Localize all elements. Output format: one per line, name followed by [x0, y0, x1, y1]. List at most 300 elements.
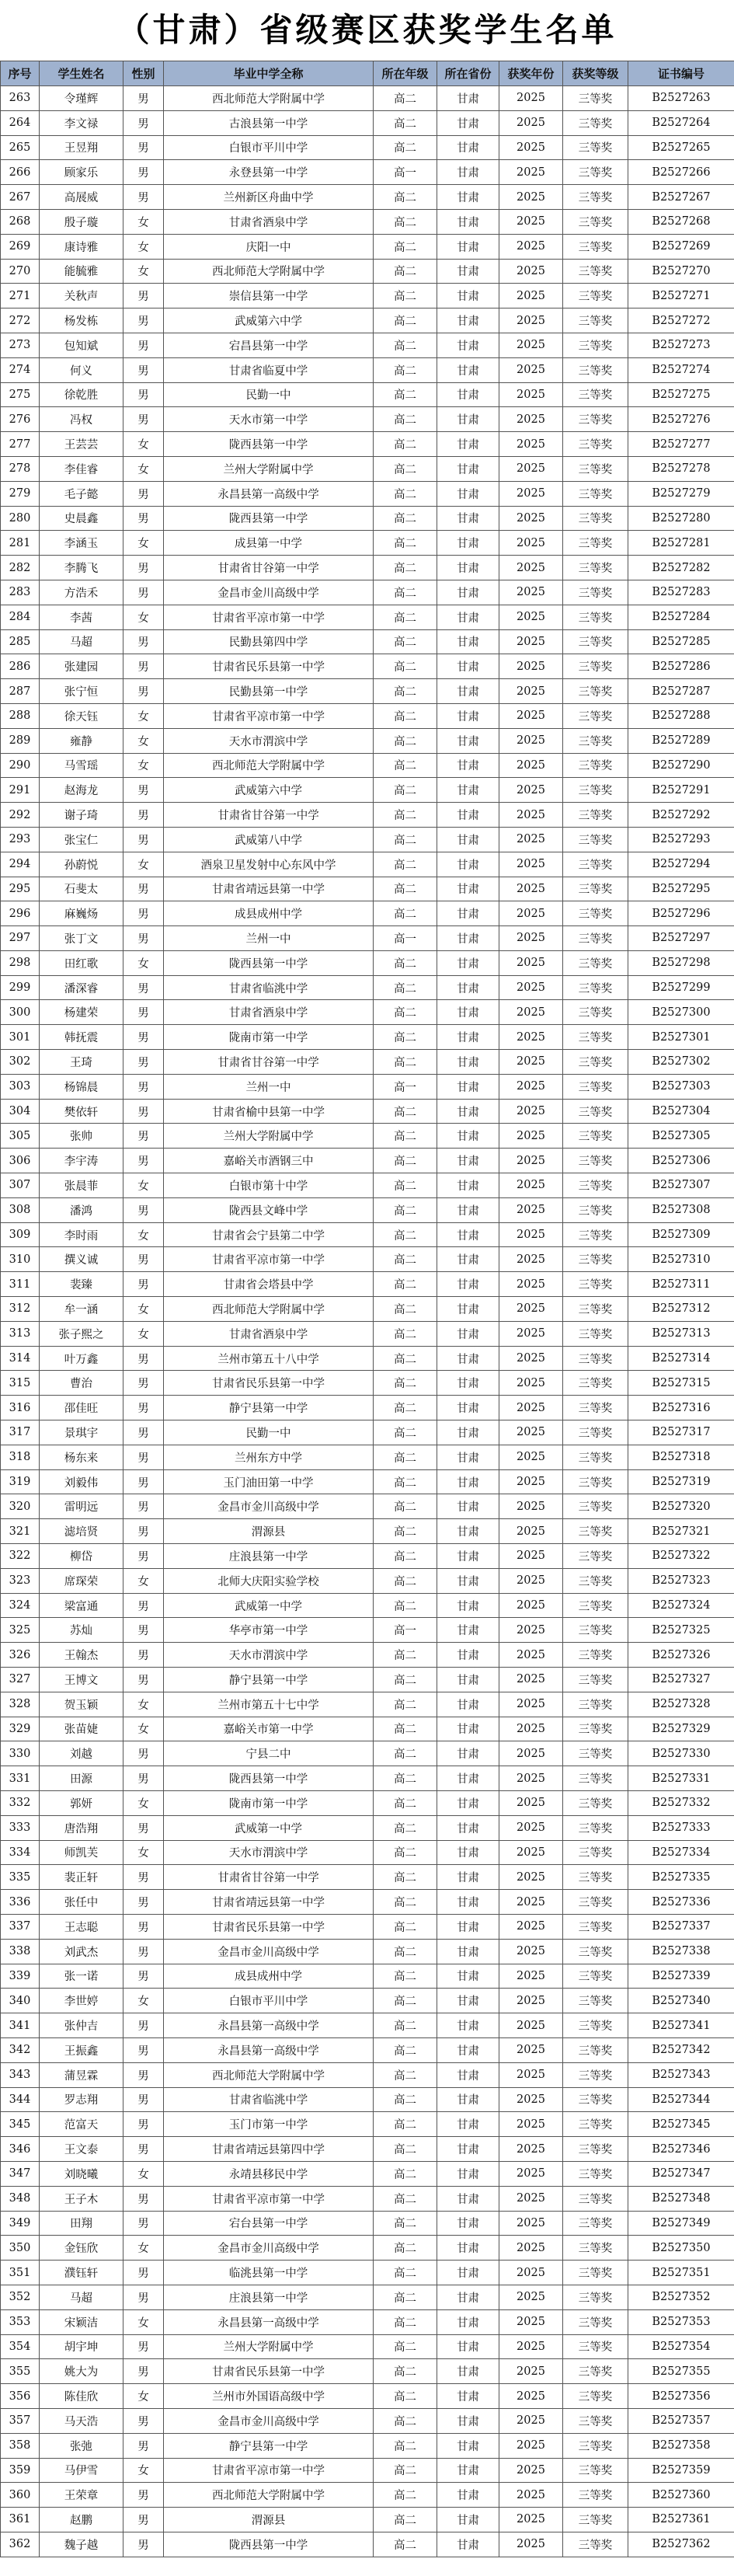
table-row: [1, 1173, 734, 1198]
cell-certificate-number: B2527341: [628, 2013, 734, 2038]
cell-grade: 高二: [374, 1124, 437, 1149]
cell-school: 甘肃省平凉市第一中学: [164, 2458, 374, 2483]
cell-award-level: 三等奖: [563, 2334, 628, 2359]
cell-grade: 高二: [374, 1890, 437, 1915]
cell-student-name: 张丁文: [40, 926, 123, 951]
cell-province: 甘肃: [437, 2013, 499, 2038]
cell-index: 345: [1, 2112, 40, 2137]
cell-certificate-number: B2527290: [628, 753, 734, 778]
cell-school: 民勤一中: [164, 1420, 374, 1445]
cell-certificate-number: B2527307: [628, 1173, 734, 1198]
cell-award-level: 三等奖: [563, 135, 628, 160]
cell-student-name: 李腾飞: [40, 556, 123, 580]
cell-index: 296: [1, 901, 40, 926]
cell-award-level: 三等奖: [563, 2384, 628, 2409]
cell-province: 甘肃: [437, 2137, 499, 2162]
cell-school: 西北师范大学附属中学: [164, 2483, 374, 2508]
cell-certificate-number: B2527322: [628, 1544, 734, 1569]
cell-school: 兰州市外国语高级中学: [164, 2384, 374, 2409]
cell-province: 甘肃: [437, 1989, 499, 2013]
cell-province: 甘肃: [437, 1568, 499, 1593]
cell-province: 甘肃: [437, 2408, 499, 2433]
cell-province: 甘肃: [437, 852, 499, 877]
cell-award-level: 三等奖: [563, 1964, 628, 1989]
table-row: [1, 2309, 734, 2334]
cell-year: 2025: [499, 110, 563, 135]
table-row: [1, 209, 734, 234]
cell-award-level: 三等奖: [563, 2532, 628, 2557]
cell-gender: 女: [123, 1568, 164, 1593]
cell-year: 2025: [499, 1519, 563, 1544]
cell-index: 312: [1, 1297, 40, 1322]
cell-certificate-number: B2527265: [628, 135, 734, 160]
cell-certificate-number: B2527338: [628, 1939, 734, 1964]
cell-province: 甘肃: [437, 1544, 499, 1569]
header-student-name: 学生姓名: [40, 61, 123, 86]
cell-student-name: 唐浩翔: [40, 1815, 123, 1840]
cell-student-name: 滤培贤: [40, 1519, 123, 1544]
cell-province: 甘肃: [437, 556, 499, 580]
cell-award-level: 三等奖: [563, 926, 628, 951]
cell-student-name: 杨东来: [40, 1445, 123, 1469]
header-gender: 性别: [123, 61, 164, 86]
cell-grade: 高二: [374, 2458, 437, 2483]
cell-year: 2025: [499, 135, 563, 160]
cell-province: 甘肃: [437, 2532, 499, 2557]
cell-award-level: 三等奖: [563, 1149, 628, 1173]
table-row: [1, 556, 734, 580]
cell-index: 293: [1, 827, 40, 852]
cell-gender: 男: [123, 481, 164, 506]
cell-certificate-number: B2527273: [628, 333, 734, 357]
cell-year: 2025: [499, 2458, 563, 2483]
cell-province: 甘肃: [437, 234, 499, 259]
cell-award-level: 三等奖: [563, 1197, 628, 1222]
cell-student-name: 张苗婕: [40, 1717, 123, 1741]
cell-province: 甘肃: [437, 1050, 499, 1075]
cell-certificate-number: B2527354: [628, 2334, 734, 2359]
cell-school: 陇西县第一中学: [164, 1766, 374, 1791]
table-row: [1, 407, 734, 432]
cell-year: 2025: [499, 1445, 563, 1469]
cell-year: 2025: [499, 2433, 563, 2458]
table-row: [1, 382, 734, 407]
cell-school: 兰州新区舟曲中学: [164, 185, 374, 210]
cell-student-name: 杨发栋: [40, 308, 123, 333]
cell-certificate-number: B2527326: [628, 1643, 734, 1668]
cell-student-name: 雷明远: [40, 1494, 123, 1519]
cell-province: 甘肃: [437, 1643, 499, 1668]
cell-year: 2025: [499, 1717, 563, 1741]
cell-school: 甘肃省平凉市第一中学: [164, 1247, 374, 1272]
cell-province: 甘肃: [437, 209, 499, 234]
table-row: [1, 1074, 734, 1099]
cell-gender: 男: [123, 86, 164, 111]
cell-year: 2025: [499, 432, 563, 457]
cell-certificate-number: B2527283: [628, 580, 734, 605]
cell-province: 甘肃: [437, 1692, 499, 1717]
cell-province: 甘肃: [437, 357, 499, 382]
cell-school: 甘肃省靖远县第一中学: [164, 877, 374, 901]
cell-award-level: 三等奖: [563, 2408, 628, 2433]
cell-province: 甘肃: [437, 1420, 499, 1445]
cell-award-level: 三等奖: [563, 1643, 628, 1668]
cell-year: 2025: [499, 877, 563, 901]
cell-year: 2025: [499, 1050, 563, 1075]
cell-gender: 男: [123, 556, 164, 580]
cell-award-level: 三等奖: [563, 185, 628, 210]
cell-grade: 高二: [374, 407, 437, 432]
cell-grade: 高二: [374, 654, 437, 679]
cell-province: 甘肃: [437, 2359, 499, 2384]
cell-award-level: 三等奖: [563, 234, 628, 259]
cell-student-name: 柳岱: [40, 1544, 123, 1569]
cell-student-name: 李宇涛: [40, 1149, 123, 1173]
cell-certificate-number: B2527337: [628, 1914, 734, 1939]
table-row: [1, 2384, 734, 2409]
cell-index: 290: [1, 753, 40, 778]
cell-gender: 男: [123, 1939, 164, 1964]
cell-certificate-number: B2527327: [628, 1668, 734, 1692]
cell-grade: 高二: [374, 2112, 437, 2137]
cell-grade: 高二: [374, 901, 437, 926]
cell-certificate-number: B2527357: [628, 2408, 734, 2433]
cell-certificate-number: B2527362: [628, 2532, 734, 2557]
cell-province: 甘肃: [437, 2161, 499, 2186]
cell-school: 甘肃省酒泉中学: [164, 1321, 374, 1346]
cell-index: 286: [1, 654, 40, 679]
cell-province: 甘肃: [437, 1173, 499, 1198]
cell-grade: 高二: [374, 531, 437, 556]
cell-school: 天水市渭滨中学: [164, 728, 374, 753]
cell-certificate-number: B2527302: [628, 1050, 734, 1075]
cell-province: 甘肃: [437, 1469, 499, 1494]
cell-award-level: 三等奖: [563, 1346, 628, 1371]
cell-year: 2025: [499, 2309, 563, 2334]
cell-school: 陇南市第一中学: [164, 1025, 374, 1050]
cell-student-name: 何义: [40, 357, 123, 382]
cell-index: 323: [1, 1568, 40, 1593]
cell-grade: 高二: [374, 605, 437, 629]
cell-certificate-number: B2527314: [628, 1346, 734, 1371]
cell-student-name: 王博文: [40, 1668, 123, 1692]
cell-school: 甘肃省民乐县第一中学: [164, 654, 374, 679]
cell-province: 甘肃: [437, 2236, 499, 2261]
cell-year: 2025: [499, 1890, 563, 1915]
table-row: [1, 2285, 734, 2309]
cell-student-name: 徐乾胜: [40, 382, 123, 407]
cell-gender: 男: [123, 2334, 164, 2359]
table-row: [1, 2508, 734, 2532]
cell-student-name: 关秋声: [40, 284, 123, 308]
cell-year: 2025: [499, 1247, 563, 1272]
cell-award-level: 三等奖: [563, 2285, 628, 2309]
cell-award-level: 三等奖: [563, 1321, 628, 1346]
cell-year: 2025: [499, 531, 563, 556]
cell-year: 2025: [499, 1865, 563, 1890]
cell-student-name: 胡宇坤: [40, 2334, 123, 2359]
cell-certificate-number: B2527269: [628, 234, 734, 259]
table-row: [1, 852, 734, 877]
cell-student-name: 方浩禾: [40, 580, 123, 605]
cell-student-name: 刘毅伟: [40, 1469, 123, 1494]
cell-student-name: 姚大为: [40, 2359, 123, 2384]
cell-gender: 男: [123, 1618, 164, 1643]
cell-gender: 男: [123, 1396, 164, 1420]
cell-province: 甘肃: [437, 284, 499, 308]
cell-school: 甘肃省平凉市第一中学: [164, 703, 374, 728]
cell-certificate-number: B2527264: [628, 110, 734, 135]
cell-student-name: 孙蔚悦: [40, 852, 123, 877]
cell-year: 2025: [499, 1396, 563, 1420]
cell-index: 321: [1, 1519, 40, 1544]
cell-index: 352: [1, 2285, 40, 2309]
cell-gender: 男: [123, 654, 164, 679]
cell-gender: 女: [123, 753, 164, 778]
cell-year: 2025: [499, 1272, 563, 1297]
cell-grade: 高二: [374, 1865, 437, 1890]
cell-school: 陇南市第一中学: [164, 1790, 374, 1815]
cell-province: 甘肃: [437, 1618, 499, 1643]
cell-grade: 高二: [374, 2013, 437, 2038]
cell-certificate-number: B2527296: [628, 901, 734, 926]
cell-index: 350: [1, 2236, 40, 2261]
cell-year: 2025: [499, 1197, 563, 1222]
cell-province: 甘肃: [437, 654, 499, 679]
cell-index: 333: [1, 1815, 40, 1840]
table-row: [1, 1247, 734, 1272]
table-row: [1, 1741, 734, 1766]
table-row: [1, 1371, 734, 1396]
cell-gender: 男: [123, 827, 164, 852]
cell-student-name: 牟一涵: [40, 1297, 123, 1322]
cell-student-name: 谢子琦: [40, 803, 123, 828]
cell-province: 甘肃: [437, 259, 499, 284]
cell-student-name: 马雪瑶: [40, 753, 123, 778]
cell-student-name: 李时雨: [40, 1222, 123, 1247]
cell-year: 2025: [499, 778, 563, 803]
table-row: [1, 506, 734, 531]
cell-year: 2025: [499, 2408, 563, 2433]
cell-student-name: 张帅: [40, 1124, 123, 1149]
cell-student-name: 李涵玉: [40, 531, 123, 556]
cell-award-level: 三等奖: [563, 1074, 628, 1099]
table-row: [1, 1989, 734, 2013]
cell-index: 272: [1, 308, 40, 333]
cell-grade: 高二: [374, 2261, 437, 2285]
cell-student-name: 石斐太: [40, 877, 123, 901]
cell-province: 甘肃: [437, 2384, 499, 2409]
cell-province: 甘肃: [437, 2334, 499, 2359]
cell-grade: 高二: [374, 209, 437, 234]
cell-award-level: 三等奖: [563, 1222, 628, 1247]
cell-grade: 高二: [374, 1914, 437, 1939]
cell-index: 325: [1, 1618, 40, 1643]
cell-certificate-number: B2527299: [628, 975, 734, 1000]
cell-province: 甘肃: [437, 1766, 499, 1791]
cell-grade: 高二: [374, 827, 437, 852]
cell-province: 甘肃: [437, 1149, 499, 1173]
cell-grade: 高二: [374, 2161, 437, 2186]
cell-grade: 高二: [374, 2211, 437, 2236]
cell-province: 甘肃: [437, 407, 499, 432]
cell-gender: 男: [123, 629, 164, 654]
cell-gender: 男: [123, 2062, 164, 2087]
cell-student-name: 王琦: [40, 1050, 123, 1075]
cell-gender: 女: [123, 1297, 164, 1322]
cell-student-name: 雍静: [40, 728, 123, 753]
table-row: [1, 1815, 734, 1840]
cell-certificate-number: B2527325: [628, 1618, 734, 1643]
cell-certificate-number: B2527294: [628, 852, 734, 877]
table-row: [1, 1717, 734, 1741]
table-row: [1, 284, 734, 308]
cell-province: 甘肃: [437, 827, 499, 852]
table-row: [1, 1149, 734, 1173]
cell-year: 2025: [499, 1494, 563, 1519]
cell-certificate-number: B2527272: [628, 308, 734, 333]
cell-certificate-number: B2527355: [628, 2359, 734, 2384]
cell-index: 280: [1, 506, 40, 531]
cell-award-level: 三等奖: [563, 160, 628, 185]
cell-award-level: 三等奖: [563, 481, 628, 506]
cell-school: 宁县二中: [164, 1741, 374, 1766]
cell-province: 甘肃: [437, 753, 499, 778]
cell-certificate-number: B2527361: [628, 2508, 734, 2532]
cell-gender: 男: [123, 778, 164, 803]
cell-award-level: 三等奖: [563, 382, 628, 407]
cell-gender: 男: [123, 382, 164, 407]
cell-student-name: 张建园: [40, 654, 123, 679]
cell-index: 351: [1, 2261, 40, 2285]
cell-index: 297: [1, 926, 40, 951]
cell-school: 甘肃省民乐县第一中学: [164, 1371, 374, 1396]
cell-certificate-number: B2527284: [628, 605, 734, 629]
cell-school: 白银市平川中学: [164, 135, 374, 160]
cell-year: 2025: [499, 333, 563, 357]
cell-year: 2025: [499, 2236, 563, 2261]
cell-index: 307: [1, 1173, 40, 1198]
cell-award-level: 三等奖: [563, 209, 628, 234]
cell-year: 2025: [499, 2508, 563, 2532]
cell-gender: 男: [123, 308, 164, 333]
table-row: [1, 1321, 734, 1346]
cell-certificate-number: B2527301: [628, 1025, 734, 1050]
table-row: [1, 2112, 734, 2137]
cell-school: 金昌市金川高级中学: [164, 2408, 374, 2433]
cell-gender: 男: [123, 1197, 164, 1222]
cell-grade: 高二: [374, 2236, 437, 2261]
table-row: [1, 2013, 734, 2038]
cell-grade: 高二: [374, 1173, 437, 1198]
cell-gender: 男: [123, 2186, 164, 2211]
cell-gender: 男: [123, 1766, 164, 1791]
cell-index: 308: [1, 1197, 40, 1222]
cell-school: 武威第一中学: [164, 1593, 374, 1618]
cell-school: 庄浪县第一中学: [164, 2285, 374, 2309]
cell-gender: 女: [123, 1321, 164, 1346]
cell-award-level: 三等奖: [563, 1939, 628, 1964]
cell-province: 甘肃: [437, 877, 499, 901]
cell-grade: 高二: [374, 1297, 437, 1322]
cell-certificate-number: B2527263: [628, 86, 734, 111]
cell-student-name: 王文泰: [40, 2137, 123, 2162]
cell-award-level: 三等奖: [563, 605, 628, 629]
cell-student-name: 顾家乐: [40, 160, 123, 185]
cell-gender: 女: [123, 209, 164, 234]
cell-gender: 女: [123, 605, 164, 629]
cell-school: 天水市渭滨中学: [164, 1643, 374, 1668]
cell-province: 甘肃: [437, 1790, 499, 1815]
cell-grade: 高二: [374, 2532, 437, 2557]
cell-grade: 高一: [374, 926, 437, 951]
cell-student-name: 张任中: [40, 1890, 123, 1915]
cell-grade: 高二: [374, 1593, 437, 1618]
cell-certificate-number: B2527271: [628, 284, 734, 308]
table-row: [1, 2334, 734, 2359]
cell-award-level: 三等奖: [563, 1173, 628, 1198]
table-row: [1, 2261, 734, 2285]
cell-index: 291: [1, 778, 40, 803]
cell-certificate-number: B2527353: [628, 2309, 734, 2334]
cell-index: 354: [1, 2334, 40, 2359]
cell-index: 288: [1, 703, 40, 728]
cell-gender: 男: [123, 2261, 164, 2285]
cell-school: 武威第一中学: [164, 1815, 374, 1840]
cell-school: 兰州大学附属中学: [164, 456, 374, 481]
table-row: [1, 1494, 734, 1519]
table-row: [1, 803, 734, 828]
cell-gender: 男: [123, 1593, 164, 1618]
cell-gender: 女: [123, 1790, 164, 1815]
cell-certificate-number: B2527292: [628, 803, 734, 828]
cell-index: 319: [1, 1469, 40, 1494]
cell-student-name: 李世婷: [40, 1989, 123, 2013]
cell-year: 2025: [499, 2483, 563, 2508]
cell-student-name: 殷子璇: [40, 209, 123, 234]
cell-gender: 男: [123, 803, 164, 828]
cell-student-name: 张宁恒: [40, 679, 123, 704]
cell-award-level: 三等奖: [563, 2161, 628, 2186]
cell-index: 302: [1, 1050, 40, 1075]
cell-province: 甘肃: [437, 580, 499, 605]
cell-index: 357: [1, 2408, 40, 2433]
cell-certificate-number: B2527349: [628, 2211, 734, 2236]
cell-student-name: 刘武杰: [40, 1939, 123, 1964]
cell-award-level: 三等奖: [563, 580, 628, 605]
cell-school: 西北师范大学附属中学: [164, 259, 374, 284]
cell-index: 361: [1, 2508, 40, 2532]
cell-province: 甘肃: [437, 1494, 499, 1519]
cell-award-level: 三等奖: [563, 2458, 628, 2483]
cell-province: 甘肃: [437, 1519, 499, 1544]
cell-index: 341: [1, 2013, 40, 2038]
cell-year: 2025: [499, 2186, 563, 2211]
table-row: [1, 110, 734, 135]
cell-province: 甘肃: [437, 1247, 499, 1272]
cell-school: 甘肃省会塔县中学: [164, 1272, 374, 1297]
cell-student-name: 能毓雅: [40, 259, 123, 284]
cell-certificate-number: B2527298: [628, 950, 734, 975]
cell-award-level: 三等奖: [563, 1297, 628, 1322]
cell-year: 2025: [499, 852, 563, 877]
table-row: [1, 1890, 734, 1915]
cell-award-level: 三等奖: [563, 728, 628, 753]
cell-index: 313: [1, 1321, 40, 1346]
cell-certificate-number: B2527342: [628, 2037, 734, 2062]
cell-province: 甘肃: [437, 1741, 499, 1766]
cell-index: 347: [1, 2161, 40, 2186]
